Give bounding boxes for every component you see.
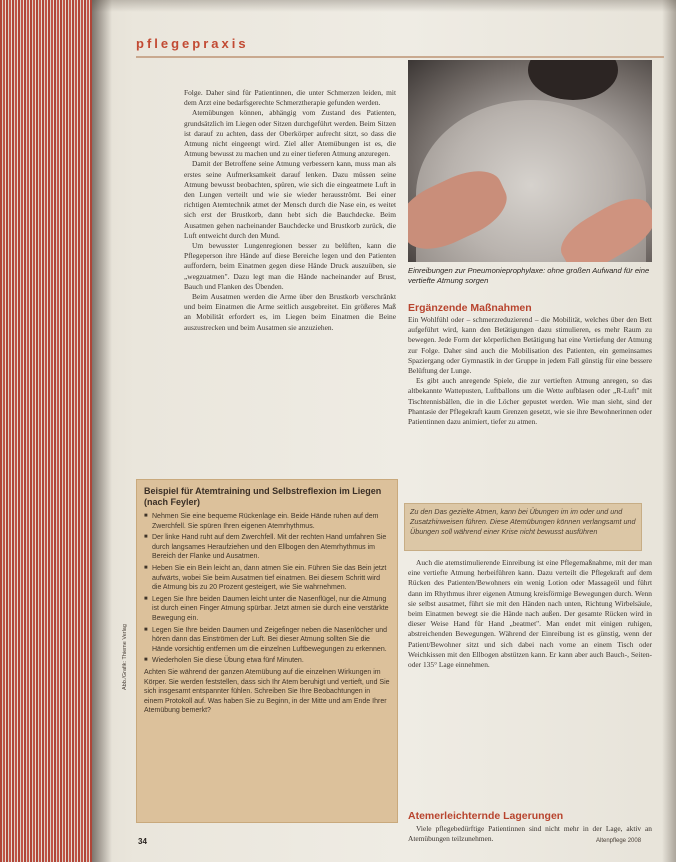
paragraph: Folge. Daher sind für Patientinnen, die unter Schmerzen leiden, mit dem Arzt eine bedarfsgerechte Schmerztherapie gefunden werden. [184, 88, 396, 108]
example-box-outro: Achten Sie während der ganzen Atemübung auf die einzelnen Wirkungen im Körper. Sie werden feststellen, dass sich Ihr Atem beruhigt und vertieft, und Sie sich insgesamt entspannter fühlen. Schreiben Sie Ihre Beobachtungen in einem Protokoll auf. Was haben Sie zu Beginn, in der Mitte und am Ende Ihrer Atemübung bemerkt? [144, 668, 390, 715]
page-number: 34 [138, 837, 147, 846]
paragraph: Ein Wohlfühl oder – schmerzreduzierend – die Mobilität, welches über den Bett aufgeführt wird, kann den Betätigungen dazu stimulieren, es mehr Raum zu bewegen. Jede Form der körperlichen Betätigung hat eine Vertiefung der Atmung zur Folge. Daher sind auch die Mobilisation des Patienten, ein gemeinsames Spaziergang oder Gymnastik in der Gruppe in jedem Fall günstig für eine bessere Belüftung der Lunge. [408, 315, 652, 376]
right-column-text [408, 315, 652, 427]
paragraph: Damit der Betroffene seine Atmung verbessern kann, muss man als erstes seine Aufmerksamkeit darauf lenken. Dazu müssen seine Atmung bewusst beobachten, spüren, wie sich die eingeatmete Luft in den Lungen verteilt und wie sie wieder herausströmt. Bei einer richtigen Atemtechnik atmet der Mensch durch die Nase ein, es weitet sich erst der Brustkorb, dann hebt sich die Bauchdecke. Beim Ausatmen gehen nacheinander Bauchdecke und Brustkorb zurück, die Luft entweicht durch den Mund. [184, 159, 396, 240]
paragraph: Um bewusster Lungenregionen besser zu belüften, kann die Pflegeperson ihre Hände auf diese Bereiche legen und den Patienten auffordern, beim Einatmen gegen diese Hände Druck auszuüben, sie „wegzuatmen". Dazu legt man die Hände nacheinander auf Brust, Bauch und Flanken des Übenden. [184, 241, 396, 291]
right-shadow [662, 0, 676, 862]
list-item: ■ Der linke Hand ruht auf dem Zwerchfell. Mit der rechten Hand umfahren Sie durch langsames Heraufziehen und den Ellbogen den Atemrhythmus im Bereich der Flanke und Ausatmen. [144, 533, 390, 562]
subheading-positioning: Atemerleichternde Lagerungen [408, 810, 564, 822]
gutter-shadow [92, 0, 112, 862]
list-item: ■ Legen Sie Ihre beiden Daumen leicht unter die Nasenflügel, nur die Atmung ist durch einen Finger Atmung spürbar. Jetzt atmen sie durch eine verstärkte Bewegung ein. [144, 595, 390, 624]
list-item: ■ Heben Sie ein Bein leicht an, dann atmen Sie ein. Führen Sie das Bein jetzt aufwärts, wobei Sie beim Ausatmen tief einatmen. Bei diesem Schritt wird die Atmung bis zu 20 Prozent gesteigert, wie Sie wahrnehmen. [144, 564, 390, 593]
top-shadow [92, 0, 676, 12]
header-rule [136, 56, 664, 58]
left-column-text [184, 88, 396, 333]
footer-journal: Altenpflege 2008 [596, 838, 642, 844]
paragraph: Auch die atemstimulierende Einreibung ist eine Pflegemaßnahme, mit der man eine vertiefte Atmung herbeiführen kann. Dazu verteilt die Pflegekraft auf dem Rücken des Patienten/Bewohners ein wenig Lotion oder Massageöl und führt dann im Rhythmus ihrer eigenen Atmung kreisförmige Bewegungen durch. Wenn sie selbst ausatmet, führt sie mit den Händen nach unten, Richtung Wirbelsäule, beim Einatmen bewegt sie die Hände nach außen. Der gesamte Rücken wird in dieser Weise Hand für Hand „beatmet". Man endet mit einigen ruhigen, abstreichenden Bewegungen. Während der Einreibung ist es günstig, wenn der Patient/Bewohner sitzt und sich dabei nach vorne an einem Tisch oder Weichkissen mit den Ellbogen abstützen kann. Er kann aber auch Bauch-, Seiten- oder 135° Lage einnehmen. [408, 558, 652, 670]
photo-hair [528, 60, 618, 100]
example-list [144, 512, 390, 666]
list-item: ■ Nehmen Sie eine bequeme Rückenlage ein. Beide Hände ruhen auf dem Zwerchfell. Sie spüren Ihren eigenen Atemrhythmus. [144, 512, 390, 531]
list-item: ■ Legen Sie Ihre beiden Daumen und Zeigefinger neben die Nasenlöcher und hören dann das Einströmen der Luft. Bei dieser Atmung sollten Sie die Hände vorsichtig entfernen um die einzelnen Luftbewegungen zu erkennen. [144, 626, 390, 655]
paragraph: Atemübungen können, abhängig vom Zustand des Patienten, grundsätzlich im Liegen oder Sitzen durchgeführt werden. Beim Sitzen ist darauf zu achten, dass der Oberkörper aufrecht sitzt, so dass die Atmung nicht eingeengt wird. Ziel aller Atemübungen ist es, die Atmung bewusst zu machen und zu einer tieferen Atmung anzuregen. [184, 108, 396, 159]
paragraph: Beim Ausatmen werden die Arme über den Brustkorb verschränkt und beim Einatmen die Arme seitlich ausgebreitet. Ein größeres Maß an Mobilität erfordert es, im Liegen beim Einatmen die Beine auszustrecken und beim Ausatmen sie anzuziehen. [184, 292, 396, 332]
paragraph: Es gibt auch anregende Spiele, die zur vertieften Atmung anregen, so das altbekannte Wattepusten, Luftballons um die Wette aufblasen oder „R-Luft" mit Tischtennisbällen, die in die Löcher gepustet werden. Wie man sieht, sind der Phantasie der Pflegekraft kaum Grenzen gesetzt, wie sie ihre Bewohnerinnen oder Patientinnen dazu animiert, tiefer zu atmen. [408, 376, 652, 427]
photo-caption: Einreibungen zur Pneumonieprophylaxe: ohne großen Aufwand für eine vertiefte Atmung sorgen [408, 266, 650, 285]
subheading-supplementary: Ergänzende Maßnahmen [408, 302, 532, 314]
paragraph: Viele pflegebedürftige Patientinnen sind nicht mehr in der Lage, aktiv an Atemübungen teilzunehmen. [408, 824, 652, 844]
massage-photo [408, 60, 652, 262]
note-box: Zu den Das gezielte Atmen, kann bei Übungen im im oder und und Zusatzhinweisen führen. Diese Atemübungen können verlangsamt und Übungen soll während einer Krise nicht bewusst ausführen [404, 503, 642, 551]
list-item: ■ Wiederholen Sie diese Übung etwa fünf Minuten. [144, 656, 390, 666]
section-label: pflegepraxis [136, 36, 249, 51]
right-column-text-2 [408, 558, 652, 670]
example-box [136, 479, 398, 823]
image-credit: Abb./Grafik: Thieme Verlag [122, 624, 128, 690]
book-page-edges [0, 0, 92, 862]
example-box-title: Beispiel für Atemtraining und Selbstreflexion im Liegen (nach Feyler) [144, 486, 382, 507]
